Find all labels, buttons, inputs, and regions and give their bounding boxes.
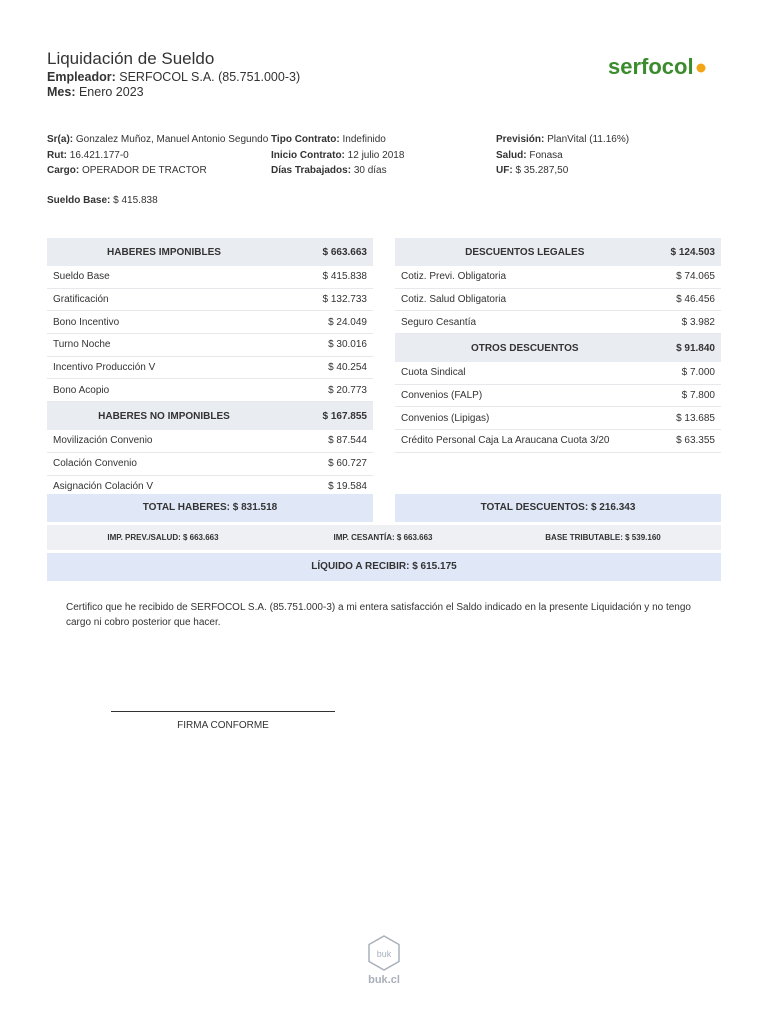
total-haberes: TOTAL HABERES: $ 831.518 [47, 494, 373, 522]
table-row: Convenios (FALP) $ 7.800 [395, 384, 721, 407]
haberes-imponibles-total: $ 663.663 [281, 238, 373, 266]
employer-label: Empleador: [47, 70, 116, 84]
base-salary-line: Sueldo Base: $ 415.838 [47, 195, 158, 206]
employee-name: Gonzalez Muñoz, Manuel Antonio Segundo [75, 134, 269, 145]
employee-info-col1: Sr(a): Gonzalez Muñoz, Manuel Antonio Segundo Rut: 16.421.177-0 Cargo: OPERADOR DE TRACTOR [47, 134, 269, 176]
days-worked: 30 días [353, 165, 387, 176]
contract-start: 12 julio 2018 [347, 149, 405, 161]
table-row: Bono Acopio $ 20.773 [47, 379, 373, 402]
employee-info-col3: Previsión: PlanVital (11.16%) Salud: Fonasa UF: $ 35.287,50 [496, 134, 630, 176]
base-tributable: BASE TRIBUTABLE: $ 539.160 [545, 533, 661, 542]
serfocol-logo [607, 52, 722, 84]
table-row: Convenios (Lipigas) $ 13.685 [395, 407, 721, 430]
employer-value: SERFOCOL S.A. (85.751.000-3) [119, 70, 301, 84]
certification-text: Certifico que he recibido de SERFOCOL S.A. (85.751.000-3) a mi entera satisfacción el Saldo indicado en la presente Liquidación y no tengo cargo ni cobro posterior que hacer. [66, 602, 691, 628]
signature-label: FIRMA CONFORME [177, 720, 269, 731]
employer-line [47, 70, 300, 84]
descuentos-table [395, 238, 721, 453]
total-descuentos: TOTAL DESCUENTOS: $ 216.343 [395, 494, 721, 522]
table-row: Sueldo Base $ 415.838 [47, 266, 373, 288]
haberes-imponibles-header: HABERES IMPONIBLES $ 663.663 [47, 238, 373, 266]
buk-url: buk.cl [368, 974, 400, 986]
table-row: Gratificación $ 132.733 [47, 288, 373, 311]
haberes-no-imponibles-total: $ 167.855 [281, 402, 373, 431]
table-row: Seguro Cesantía $ 3.982 [395, 311, 721, 334]
table-row: Cotiz. Salud Obligatoria $ 46.456 [395, 288, 721, 311]
contract-type: Indefinido [342, 134, 386, 145]
prevision-value: PlanVital (11.16%) [547, 134, 630, 145]
logo-sun-icon [697, 64, 706, 73]
liquido-a-recibir: LÍQUIDO A RECIBIR: $ 615.175 [47, 553, 721, 581]
table-row: Movilización Convenio $ 87.544 [47, 430, 373, 452]
month-value: Enero 2023 [78, 85, 144, 99]
haberes-no-imponibles-header: HABERES NO IMPONIBLES $ 167.855 [47, 402, 373, 431]
table-row: Colación Convenio $ 60.727 [47, 452, 373, 475]
imp-cesantia: IMP. CESANTÍA: $ 663.663 [333, 533, 433, 542]
table-row: Incentivo Producción V $ 40.254 [47, 356, 373, 379]
table-row: Cotiz. Previ. Obligatoria $ 74.065 [395, 266, 721, 288]
table-row: Turno Noche $ 30.016 [47, 334, 373, 357]
buk-logo-text: buk [376, 949, 392, 959]
signature-line [111, 711, 335, 712]
haberes-table [47, 238, 373, 498]
descuentos-legales-header: DESCUENTOS LEGALES $ 124.503 [395, 238, 721, 266]
month-label: Mes: [47, 85, 76, 99]
summary-bar [47, 525, 721, 550]
table-row: Bono Incentivo $ 24.049 [47, 311, 373, 334]
uf-value: $ 35.287,50 [515, 165, 569, 176]
employee-info-col2: Tipo Contrato: Indefinido Inicio Contrato: 12 julio 2018 Días Trabajados: 30 días [271, 134, 405, 176]
serfocol-logo-text: serfocol [608, 54, 694, 79]
buk-logo-icon [366, 934, 402, 972]
month-line [47, 85, 144, 99]
table-row: Asignación Colación V $ 19.584 [47, 475, 373, 498]
base-salary-value: $ 415.838 [113, 195, 158, 206]
otros-descuentos-header: OTROS DESCUENTOS $ 91.840 [395, 334, 721, 363]
salud-value: Fonasa [529, 149, 563, 161]
otros-descuentos-total: $ 91.840 [654, 334, 721, 363]
employee-rut: 16.421.177-0 [69, 149, 129, 161]
employee-cargo: OPERADOR DE TRACTOR [82, 165, 207, 176]
page-title: Liquidación de Sueldo [47, 49, 215, 68]
table-row: Crédito Personal Caja La Araucana Cuota 3/20 $ 63.355 [395, 430, 721, 453]
descuentos-legales-total: $ 124.503 [654, 238, 721, 266]
table-row: Cuota Sindical $ 7.000 [395, 362, 721, 384]
imp-prev-salud: IMP. PREV./SALUD: $ 663.663 [107, 533, 219, 542]
